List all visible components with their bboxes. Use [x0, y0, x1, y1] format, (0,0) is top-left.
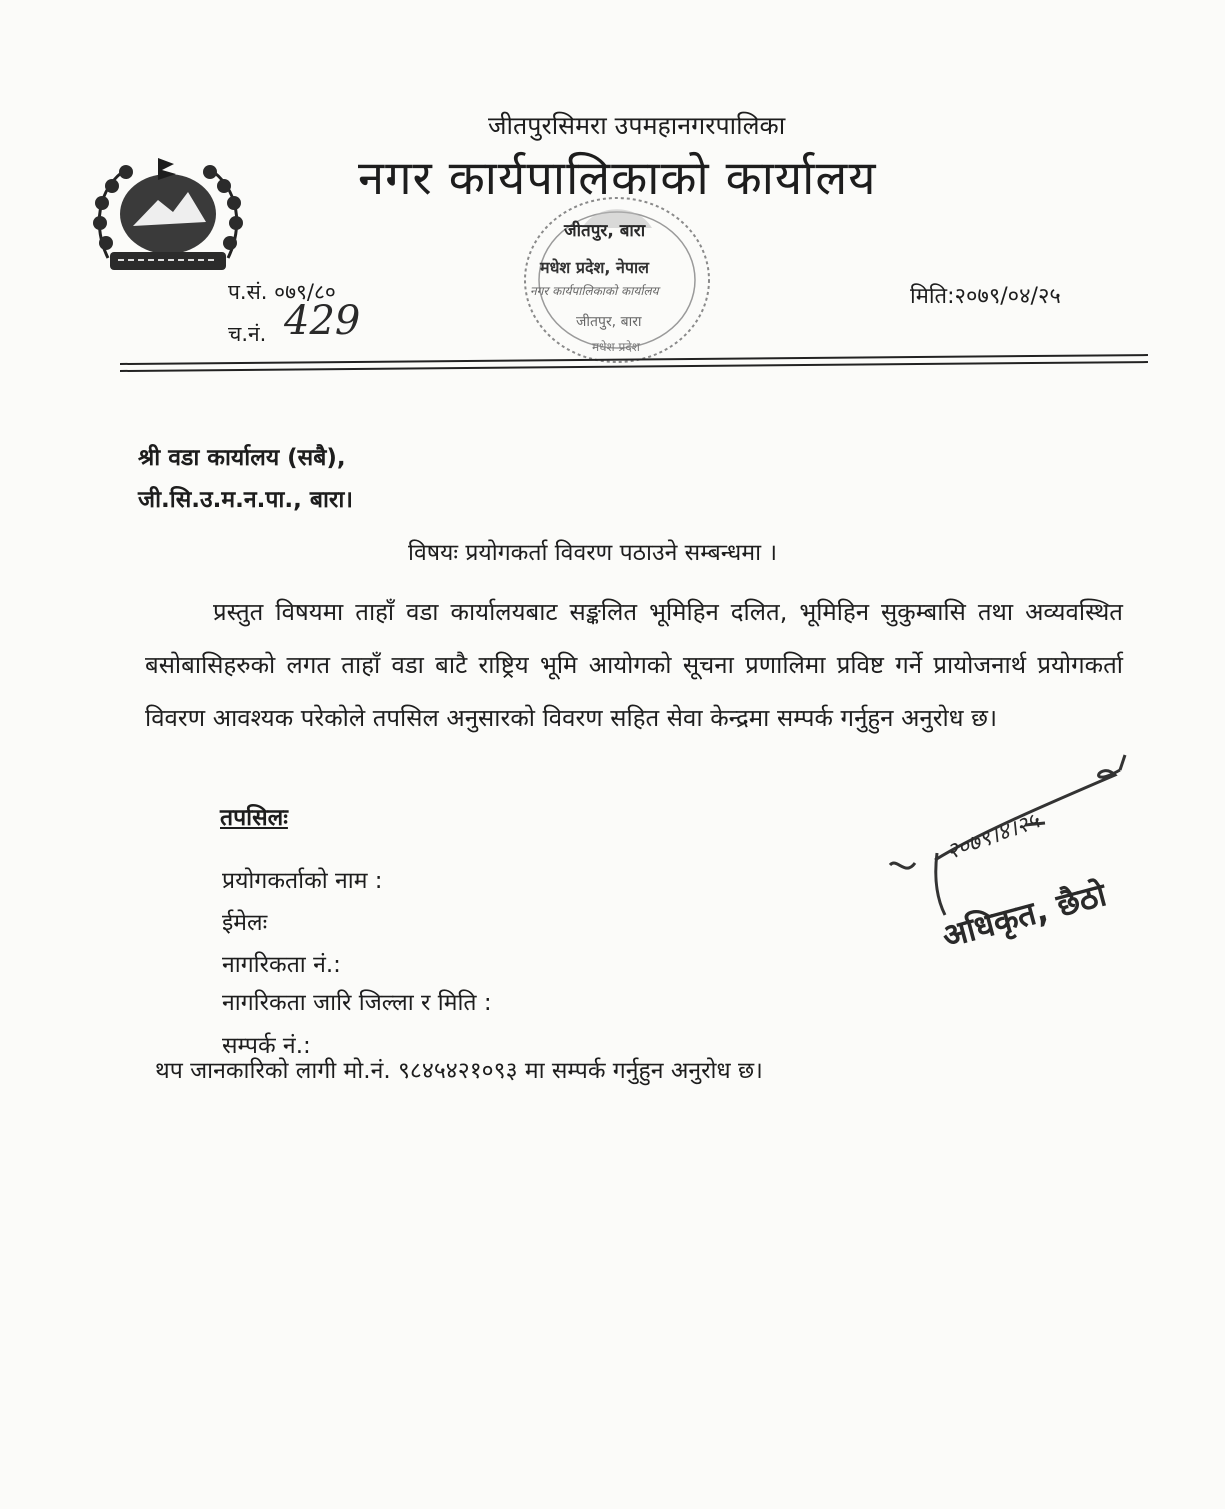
reference-number: प.सं. ०७९/८०	[228, 280, 336, 304]
field-citizenship-no: नागरिकता नं.:	[222, 952, 341, 978]
office-title: नगर कार्यपालिकाको कार्यालय	[358, 151, 877, 206]
stamp-line-5: मधेश प्रदेश	[592, 340, 640, 354]
field-email: ईमेलः	[222, 910, 268, 936]
dispatch-label: च.नं.	[228, 322, 267, 346]
dispatch-number-handwritten: 429	[284, 298, 361, 344]
signature-designation: अधिकृत, छैठो	[938, 875, 1111, 956]
field-citizenship-issue: नागरिकता जारि जिल्ला र मिति :	[222, 990, 492, 1016]
closing-line: थप जानकारिको लागी मो.नं. ९८४५४२१०९३ मा सम्पर्क गर्नुहुन अनुरोध छ।	[155, 1058, 763, 1084]
tapasil-heading: तपसिलः	[220, 805, 288, 831]
field-contact-no: सम्पर्क नं.:	[222, 1033, 311, 1059]
stamp-line-3: नगर कार्यपालिकाको कार्यालय	[530, 284, 659, 298]
signature-scribble-icon	[885, 745, 1175, 975]
letter-subject: विषयः प्रयोगकर्ता विवरण पठाउने सम्बन्धमा ।	[408, 540, 778, 566]
government-emblem-icon	[88, 148, 248, 280]
recipient-line-1: श्री वडा कार्यालय (सबै),	[138, 445, 346, 471]
stamp-line-2: मधेश प्रदेश, नेपाल	[540, 258, 649, 277]
signature-date: २०७९।४।२५	[943, 808, 1043, 866]
office-seal-stamp	[512, 188, 717, 368]
recipient-line-2: जी.सि.उ.म.न.पा., बारा।	[138, 487, 354, 513]
stamp-line-1: जीतपुर, बारा	[564, 221, 646, 241]
field-username: प्रयोगकर्ताको नाम :	[222, 868, 383, 894]
municipality-name: जीतपुरसिमरा उपमहानगरपालिका	[488, 111, 786, 140]
letter-date: मिति:२०७९/०४/२५	[910, 284, 1061, 309]
signature-block	[885, 745, 1175, 975]
stamp-line-4: जीतपुर, बारा	[576, 314, 642, 330]
letter-body: प्रस्तुत विषयमा ताहाँ वडा कार्यालयबाट सङ्कलित भूमिहिन दलित, भूमिहिन सुकुम्बासि तथा अव्यवस्थित बसोबासिहरुको लगत ताहाँ वडा बाटै राष्ट्रिय भूमि आयोगको सूचना प्रणालिमा प्रविष्ट गर्ने प्रायोजनार्थ प्रयोगकर्ता विवरण आवश्यक परेकोले तपसिल अनुसारको विवरण सहित सेवा केन्द्रमा सम्पर्क गर्नुहुन अनुरोध छ।	[145, 598, 1123, 732]
